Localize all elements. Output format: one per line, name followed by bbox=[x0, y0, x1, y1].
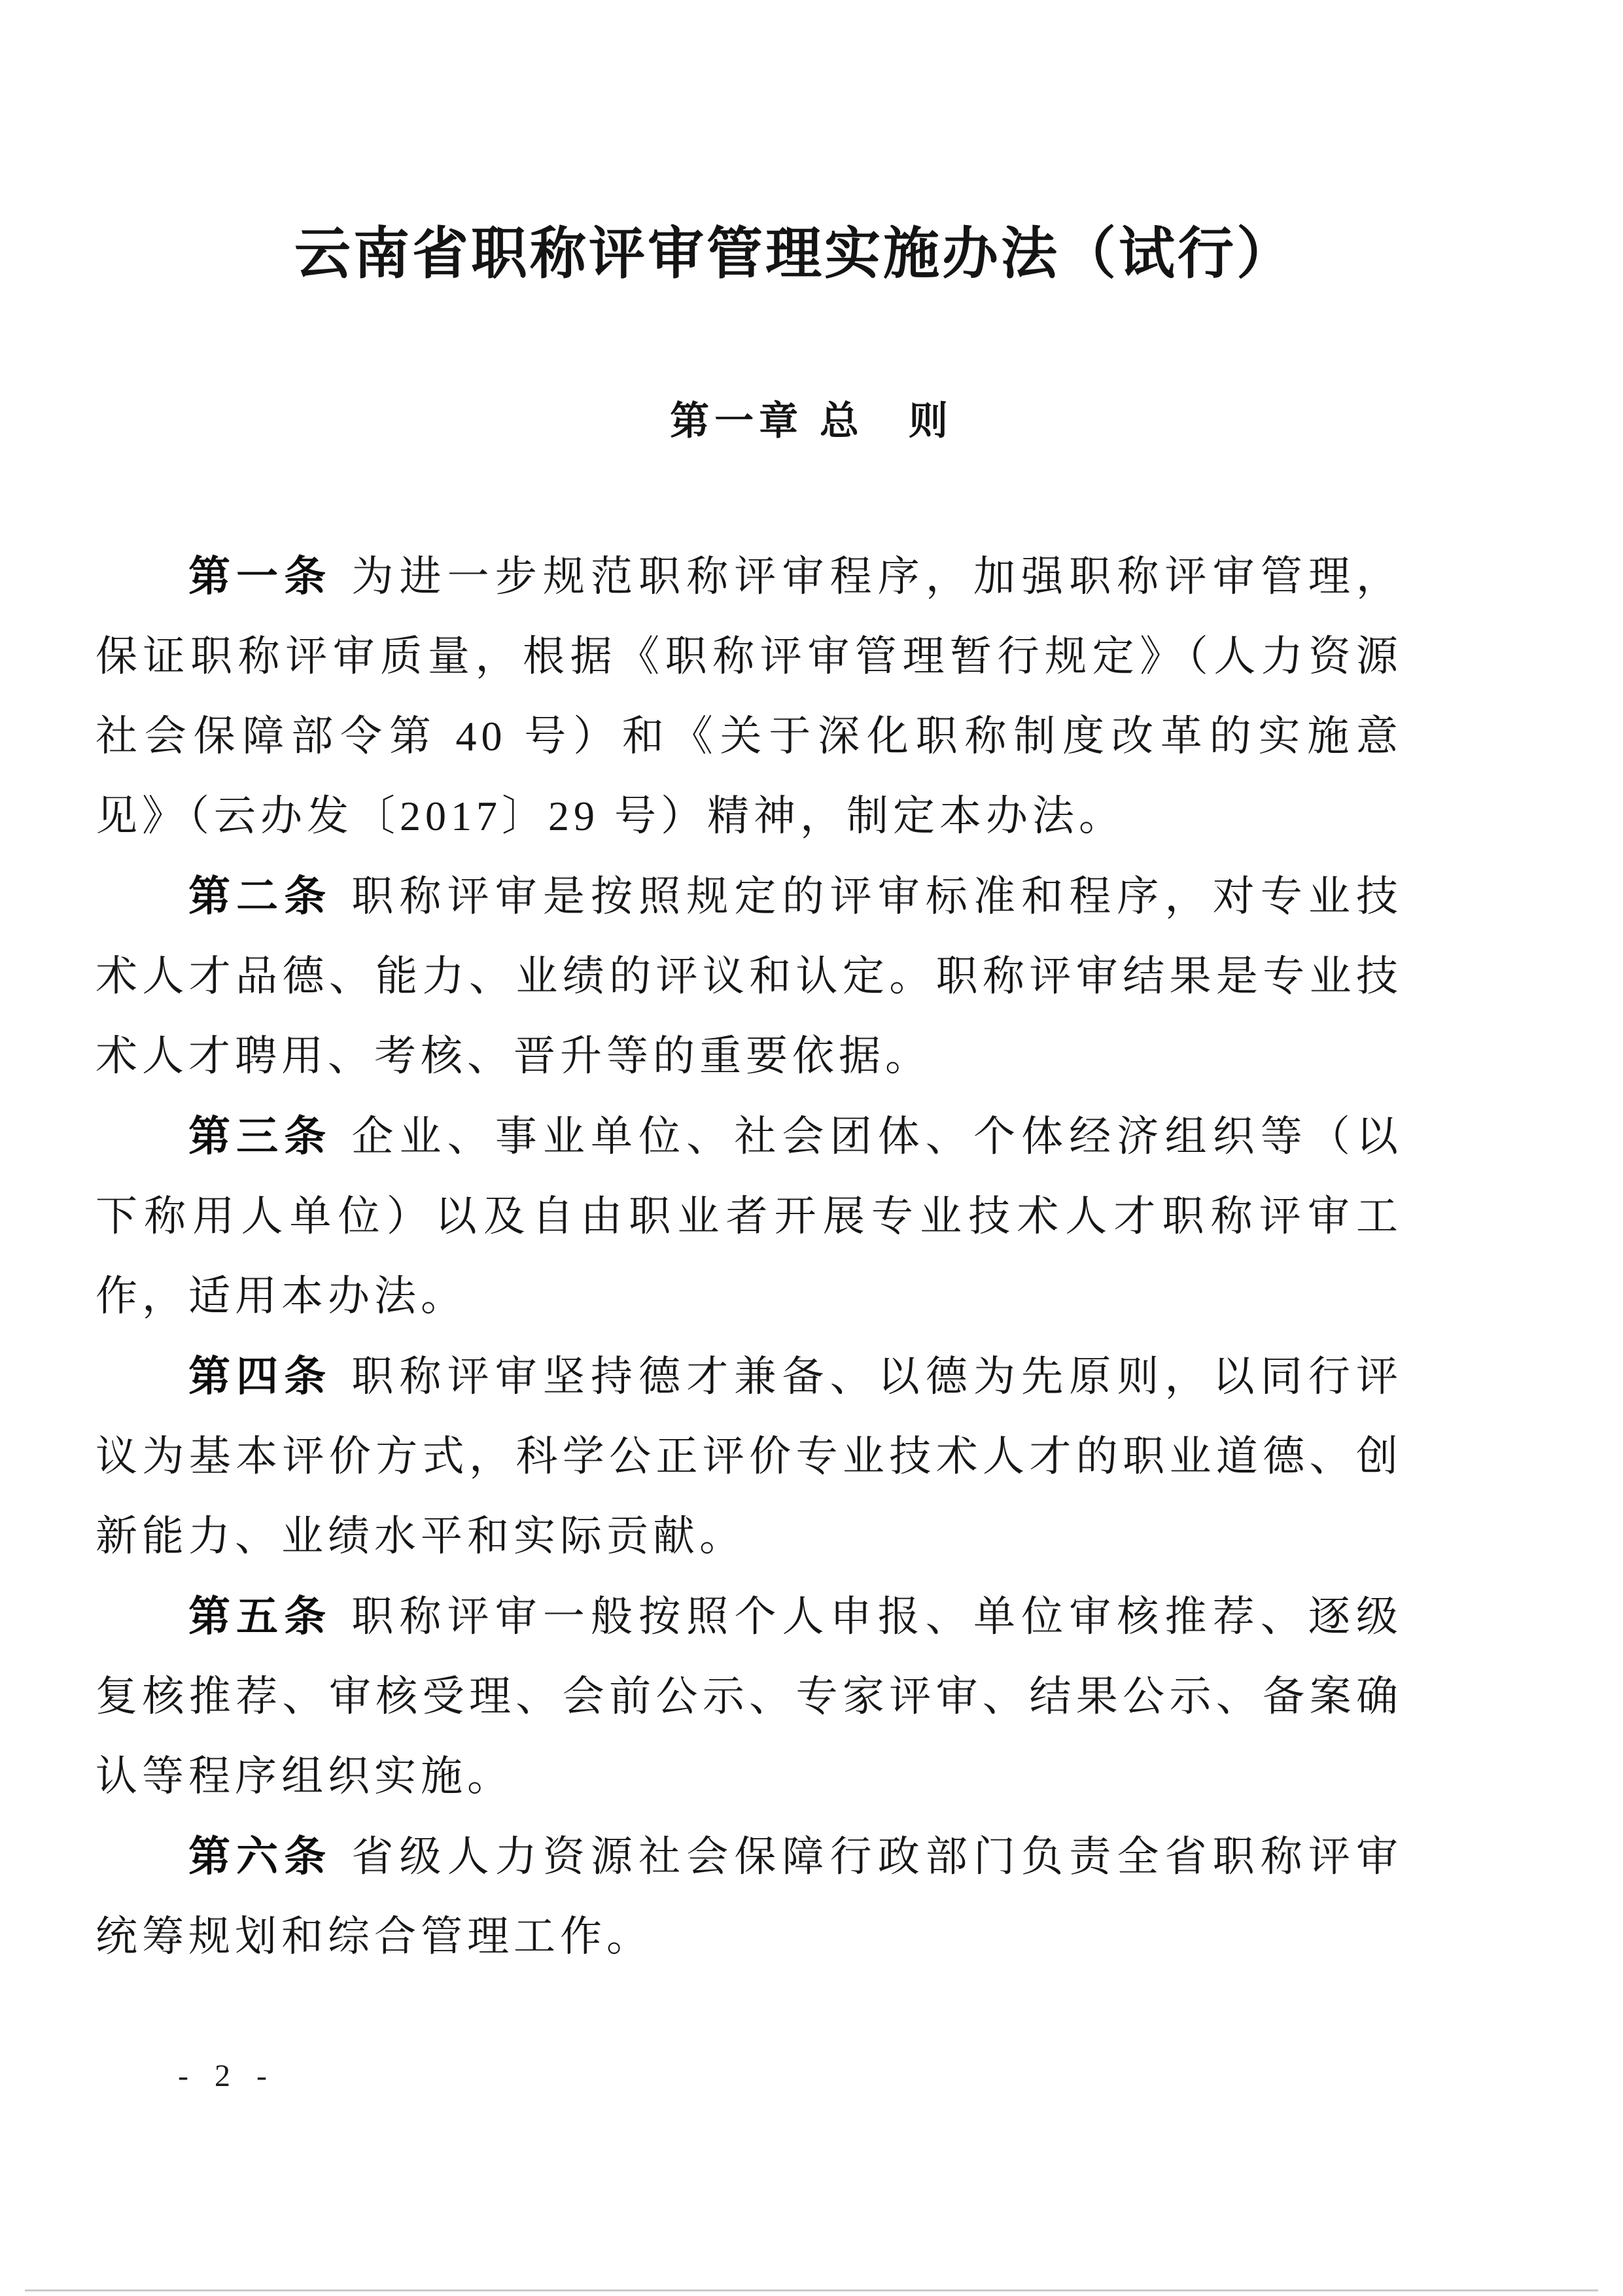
article-text: 职称评审坚持德才兼备、以德为先原则，以同行评议为基本评价方式，科学公正评价专业技术人才的职业道德、创新能力、业绩水平和实际贡献。 bbox=[96, 1353, 1403, 1559]
article-text: 省级人力资源社会保障行政部门负责全省职称评审统筹规划和综合管理工作。 bbox=[96, 1834, 1403, 1960]
article-label: 第一条 bbox=[188, 553, 332, 600]
article-text: 为进一步规范职称评审程序，加强职称评审管理，保证职称评审质量，根据《职称评审管理暂行规定》（人力资源社会保障部令第 40 号）和《关于深化职称制度改革的实施意见》（云办发〔2017〕29 号）精神，制定本办法。 bbox=[96, 553, 1403, 839]
page-number: - 2 - bbox=[178, 2059, 276, 2093]
article-label: 第六条 bbox=[188, 1833, 332, 1880]
document-title: 云南省职称评审管理实施办法（试行） bbox=[294, 222, 1295, 285]
article-paragraph bbox=[96, 856, 1403, 1096]
article-text: 职称评审一般按照个人申报、单位审核推荐、逐级复核推荐、审核受理、会前公示、专家评审、结果公示、备案确认等程序组织实施。 bbox=[96, 1593, 1403, 1800]
scan-edge-line bbox=[25, 2289, 1598, 2291]
article-paragraph bbox=[96, 1817, 1403, 1977]
article-paragraph bbox=[96, 1336, 1403, 1576]
article-paragraph bbox=[96, 1096, 1403, 1336]
article-paragraph bbox=[96, 1576, 1403, 1817]
article-paragraph bbox=[96, 536, 1403, 856]
article-label: 第四条 bbox=[188, 1353, 332, 1400]
document-body bbox=[96, 536, 1403, 1977]
article-label: 第三条 bbox=[188, 1113, 332, 1160]
article-text: 企业、事业单位、社会团体、个体经济组织等（以下称用人单位）以及自由职业者开展专业技术人才职称评审工作，适用本办法。 bbox=[96, 1113, 1403, 1319]
chapter-heading: 第一章 总 则 bbox=[670, 399, 953, 443]
article-label: 第二条 bbox=[188, 873, 332, 920]
article-label: 第五条 bbox=[188, 1593, 332, 1640]
article-text: 职称评审是按照规定的评审标准和程序，对专业技术人才品德、能力、业绩的评议和认定。职称评审结果是专业技术人才聘用、考核、晋升等的重要依据。 bbox=[96, 873, 1403, 1079]
